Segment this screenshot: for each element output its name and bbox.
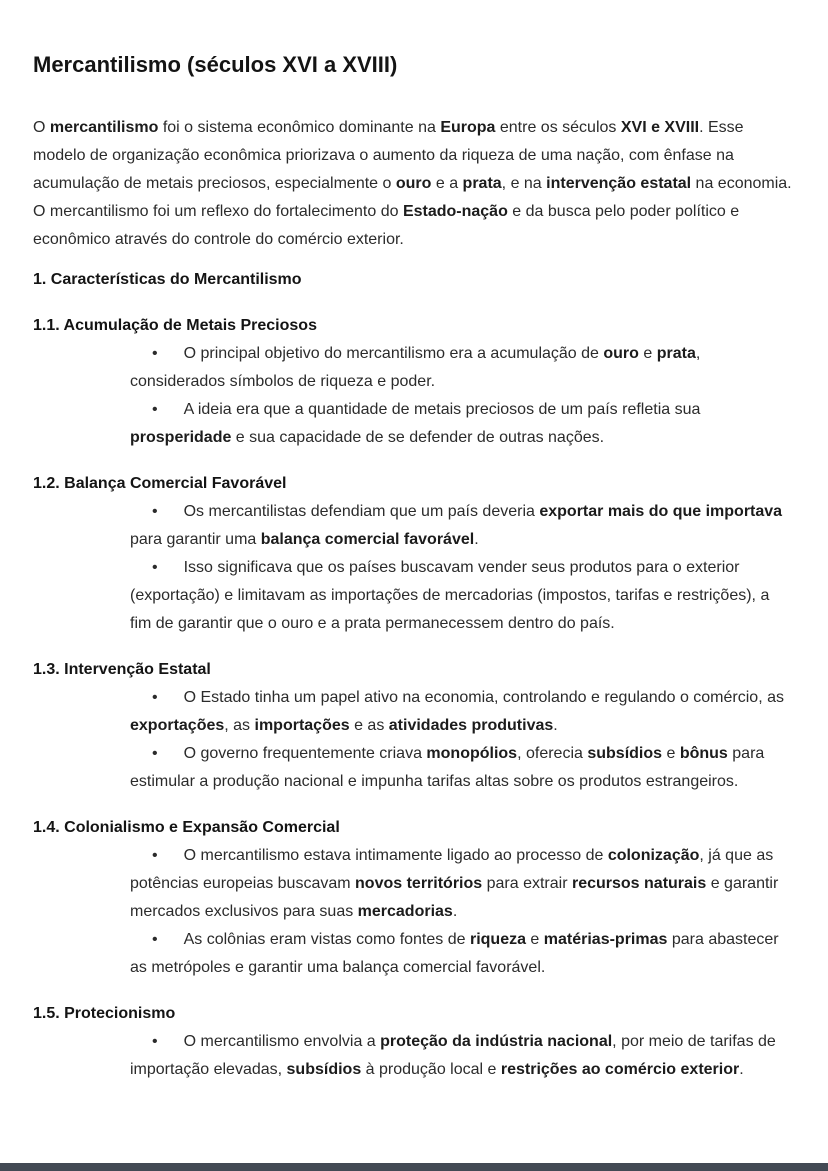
list-item [130, 842, 795, 926]
bullet-list [33, 842, 795, 982]
subsection-1-2-title: 1.2. Balança Comercial Favorável [33, 475, 287, 492]
subsection-1-4 [33, 814, 795, 982]
bullet-icon: • [152, 503, 158, 520]
list-item-text: O Estado tinha um papel ativo na economia, controlando e regulando o comércio, as exportações, as importações e as atividades produtivas. [130, 689, 784, 734]
list-item [130, 1028, 795, 1084]
section-heading: 1. Características do Mercantilismo [33, 271, 302, 288]
list-item-text: As colônias eram vistas como fontes de riqueza e matérias-primas para abastecer as metrópoles e garantir uma balança comercial favorável. [130, 931, 779, 976]
bullet-icon: • [152, 1033, 158, 1050]
bullet-icon: • [152, 401, 158, 418]
list-item [130, 926, 795, 982]
list-item-text: A ideia era que a quantidade de metais preciosos de um país refletia sua prosperidade e sua capacidade de se defender de outras nações. [130, 401, 701, 446]
subsection-1-3-title: 1.3. Intervenção Estatal [33, 661, 211, 678]
list-item-text: O governo frequentemente criava monopólios, oferecia subsídios e bônus para estimular a produção nacional e impunha tarifas altas sobre os produtos estrangeiros. [130, 745, 765, 790]
list-item [130, 684, 795, 740]
bullet-list [33, 1028, 795, 1084]
list-item [130, 396, 795, 452]
bullet-list [33, 684, 795, 796]
bullet-list [33, 498, 795, 638]
list-item-text: O mercantilismo envolvia a proteção da indústria nacional, por meio de tarifas de importação elevadas, subsídios à produção local e restrições ao comércio exterior. [130, 1033, 776, 1078]
subsection-1-4-title: 1.4. Colonialismo e Expansão Comercial [33, 819, 340, 836]
subsection-1-2 [33, 470, 795, 638]
bullet-icon: • [152, 931, 158, 948]
subsection-1-5-title: 1.5. Protecionismo [33, 1005, 176, 1022]
list-item-text: O mercantilismo estava intimamente ligado ao processo de colonização, já que as potências europeias buscavam novos territórios para extrair recursos naturais e garantir mercados exclusivos para suas mercadorias. [130, 847, 779, 920]
subsection-1-5 [33, 1000, 795, 1084]
bullet-icon: • [152, 847, 158, 864]
page-title: Mercantilismo (séculos XVI a XVIII) [33, 52, 398, 77]
bullet-list [33, 340, 795, 452]
list-item [130, 554, 795, 638]
subsection-1-1-title: 1.1. Acumulação de Metais Preciosos [33, 317, 317, 334]
footer-bar [0, 1163, 828, 1171]
intro-paragraph: O mercantilismo foi o sistema econômico dominante na Europa entre os séculos XVI e XVIII. Esse modelo de organização econômica priorizava o aumento da riqueza de uma nação, com ênfase na acumulação de metais preciosos, especialmente o ouro e a prata, e na intervenção estatal na economia. O mercantilismo foi um reflexo do fortalecimento do Estado-nação e da busca pelo poder político e econômico através do controle do comércio exterior. [33, 119, 792, 248]
subsection-1-1 [33, 312, 795, 452]
bullet-icon: • [152, 345, 158, 362]
list-item-text: O principal objetivo do mercantilismo era a acumulação de ouro e prata, considerados símbolos de riqueza e poder. [130, 345, 701, 390]
subsection-1-3 [33, 656, 795, 796]
list-item [130, 740, 795, 796]
list-item [130, 498, 795, 554]
bullet-icon: • [152, 689, 158, 706]
list-item [130, 340, 795, 396]
bullet-icon: • [152, 559, 158, 576]
list-item-text: Os mercantilistas defendiam que um país deveria exportar mais do que importava para garantir uma balança comercial favorável. [130, 503, 783, 548]
list-item-text: Isso significava que os países buscavam vender seus produtos para o exterior (exportação) e limitavam as importações de mercadorias (impostos, tarifas e restrições), a fim de garantir que o ouro e a prata permanecessem dentro do país. [130, 559, 770, 632]
bullet-icon: • [152, 745, 158, 762]
